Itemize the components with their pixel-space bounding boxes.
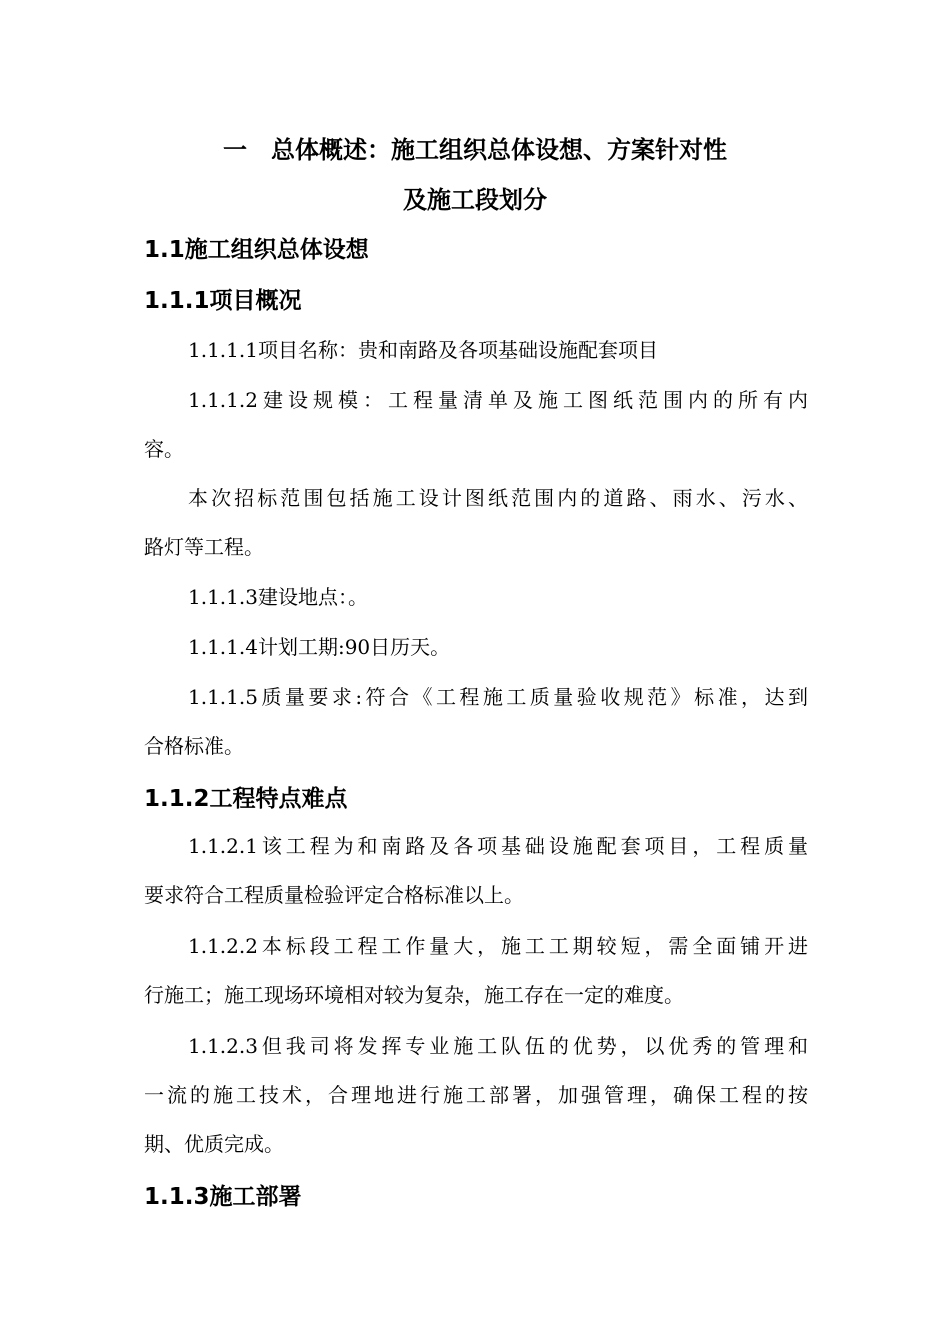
paragraph-line: 期、优质完成。 xyxy=(144,1132,284,1156)
paragraph-construction-scale xyxy=(144,376,808,474)
paragraph-line: 1.1.1.3建设地点：。 xyxy=(188,585,368,609)
title-text-2: 及施工段划分 xyxy=(403,186,547,214)
chapter-number: 一 xyxy=(223,136,247,164)
paragraph-line: 一流的施工技术，合理地进行施工部署，加强管理，确保工程的按 xyxy=(144,1083,808,1107)
paragraph-feature-1 xyxy=(144,822,808,920)
paragraph-quality-requirement xyxy=(144,673,808,771)
paragraph-line: 容。 xyxy=(144,437,184,461)
paragraph-bid-scope xyxy=(144,474,808,572)
paragraph-feature-3 xyxy=(144,1022,808,1169)
paragraph-line: 1.1.2.3但我司将发挥专业施工队伍的优势，以优秀的管理和 xyxy=(188,1034,808,1058)
paragraph-line: 1.1.1.5质量要求:符合《工程施工质量验收规范》标准，达到 xyxy=(188,685,808,709)
paragraph-line: 行施工；施工现场环境相对较为复杂，施工存在一定的难度。 xyxy=(144,983,684,1007)
paragraph-project-name xyxy=(144,326,808,375)
section-heading-1-1-3: 1.1.3施工部署 xyxy=(144,1184,302,1210)
section-heading-1-1-2: 1.1.2工程特点难点 xyxy=(144,786,348,812)
paragraph-line: 1.1.1.4计划工期:90日历天。 xyxy=(188,635,451,659)
section-heading-1-1: 1.1施工组织总体设想 xyxy=(144,237,369,263)
paragraph-line: 1.1.1.2建设规模：工程量清单及施工图纸范围内的所有内 xyxy=(188,388,808,412)
paragraph-construction-site xyxy=(144,573,808,622)
paragraph-feature-2 xyxy=(144,922,808,1020)
paragraph-planned-duration xyxy=(144,623,808,672)
paragraph-line: 1.1.2.2本标段工程工作量大，施工工期较短，需全面铺开进 xyxy=(188,934,808,958)
paragraph-line: 本次招标范围包括施工设计图纸范围内的道路、雨水、污水、 xyxy=(188,486,808,510)
paragraph-line: 1.1.2.1该工程为和南路及各项基础设施配套项目，工程质量 xyxy=(188,834,808,858)
section-heading-1-1-1: 1.1.1项目概况 xyxy=(144,288,302,314)
paragraph-line: 合格标准。 xyxy=(144,734,244,758)
paragraph-line: 1.1.1.1项目名称：贵和南路及各项基础设施配套项目 xyxy=(188,338,658,362)
paragraph-line: 要求符合工程质量检验评定合格标准以上。 xyxy=(144,883,524,907)
document-title-line-1 xyxy=(0,134,950,166)
title-text-1: 总体概述：施工组织总体设想、方案针对性 xyxy=(271,136,727,164)
document-title-line-2 xyxy=(0,184,950,216)
paragraph-line: 路灯等工程。 xyxy=(144,535,264,559)
